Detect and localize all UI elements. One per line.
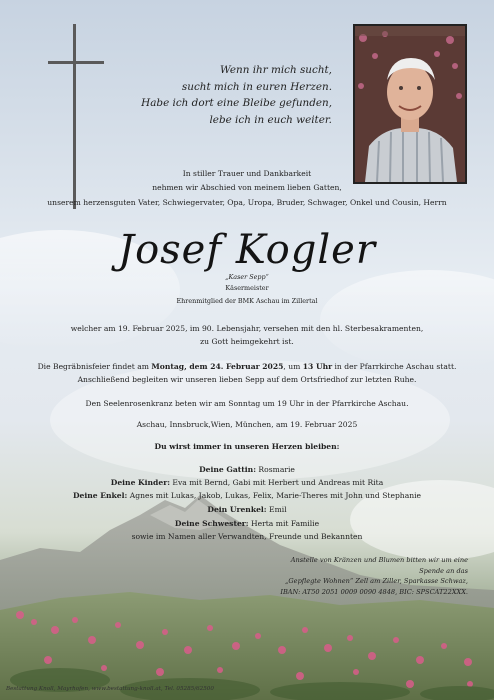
funeral-text: Die Begräbnisfeier findet am <box>37 362 152 371</box>
funeral-text: , um <box>283 362 303 371</box>
family-grandchildren <box>0 490 494 501</box>
poem-line: sucht mich in euren Herzen. <box>181 80 332 93</box>
family-label: Deine Schwester: <box>174 519 249 528</box>
family-members: Herta mit Familie <box>248 519 320 528</box>
memorial-poem <box>120 62 332 128</box>
family-members: Eva mit Bernd, Gabi mit Herbert und Andreas mit Rita <box>170 478 384 487</box>
family-children <box>0 477 494 488</box>
family-label: Deine Gattin: <box>199 465 257 474</box>
funeral-info <box>0 361 494 372</box>
donation-line: Anstelle von Kränzen und Blumen bitten wir um eine Spende an das <box>290 556 468 575</box>
family-sister <box>0 518 494 529</box>
portrait-photo <box>353 24 467 184</box>
funeral-text: in der Pfarrkirche Aschau statt. <box>332 362 457 371</box>
donation-line: „Gepflegte Wohnen“ Zell am Ziller, Sparkasse Schwaz, <box>284 577 468 585</box>
funeral-date: Montag, dem 24. Februar 2025 <box>151 362 284 371</box>
death-notice: zu Gott heimgekehrt ist. <box>200 337 294 346</box>
family-others: sowie im Namen aller Verwandten, Freunde und Bekannten <box>131 532 363 541</box>
poem-line: Habe ich dort eine Bleibe gefunden, <box>141 97 332 109</box>
intro-line: unserem herzensguten Vater, Schwiegervater, Opa, Uropa, Bruder, Schwager, Onkel und Cousin, Herrn <box>47 198 447 207</box>
family-heading: Du wirst immer in unseren Herzen bleiben: <box>154 442 340 451</box>
funeral-time: 13 Uhr <box>302 362 333 371</box>
burial-info: Anschließend begleiten wir unseren lieben Sepp auf dem Ortsfriedhof zur letzten Ruhe. <box>77 375 417 384</box>
family-wife <box>0 464 494 475</box>
family-members: Agnes mit Lukas, Jakob, Lukas, Felix, Marie-Theres mit John und Stephanie <box>127 491 422 500</box>
family-label: Deine Enkel: <box>72 491 128 500</box>
family-members: Rosmarie <box>256 465 295 474</box>
donation-line: IBAN: AT50 2051 0009 0090 4848, BIC: SPSCAT22XXX. <box>280 587 468 596</box>
family-label: Dein Urenkel: <box>207 505 267 514</box>
rosary-info: Den Seelenrosenkranz beten wir am Sonntag um 19 Uhr in der Pfarrkirche Aschau. <box>85 399 409 408</box>
family-great-grandchild <box>0 504 494 515</box>
intro-line: In stiller Trauer und Dankbarkeit <box>182 169 312 178</box>
place-date: Aschau, Innsbruck,Wien, München, am 19. Februar 2025 <box>136 420 358 429</box>
family-label: Deine Kinder: <box>110 478 170 487</box>
poem-line: lebe ich in euch weiter. <box>209 113 332 126</box>
footer-funeral-home: Bestattung Knoll, Mayrhofen, www.bestattung-knoll.at, Tel. 05285/62500 <box>6 686 214 692</box>
occupation: Käsermeister <box>225 284 269 292</box>
intro-line: nehmen wir Abschied von meinem lieben Gatten, <box>152 183 342 192</box>
death-notice: welcher am 19. Februar 2025, im 90. Lebensjahr, versehen mit den hl. Sterbesakramenten, <box>70 324 424 333</box>
nickname: „Kaser Sepp“ <box>225 273 269 281</box>
donation-note <box>268 555 468 597</box>
deceased-name: Josef Kogler <box>118 227 376 273</box>
family-members: Emil <box>266 505 287 514</box>
honor: Ehrenmitglied der BMK Aschau im Zillertal <box>176 297 318 305</box>
poem-line: Wenn ihr mich sucht, <box>220 64 332 76</box>
